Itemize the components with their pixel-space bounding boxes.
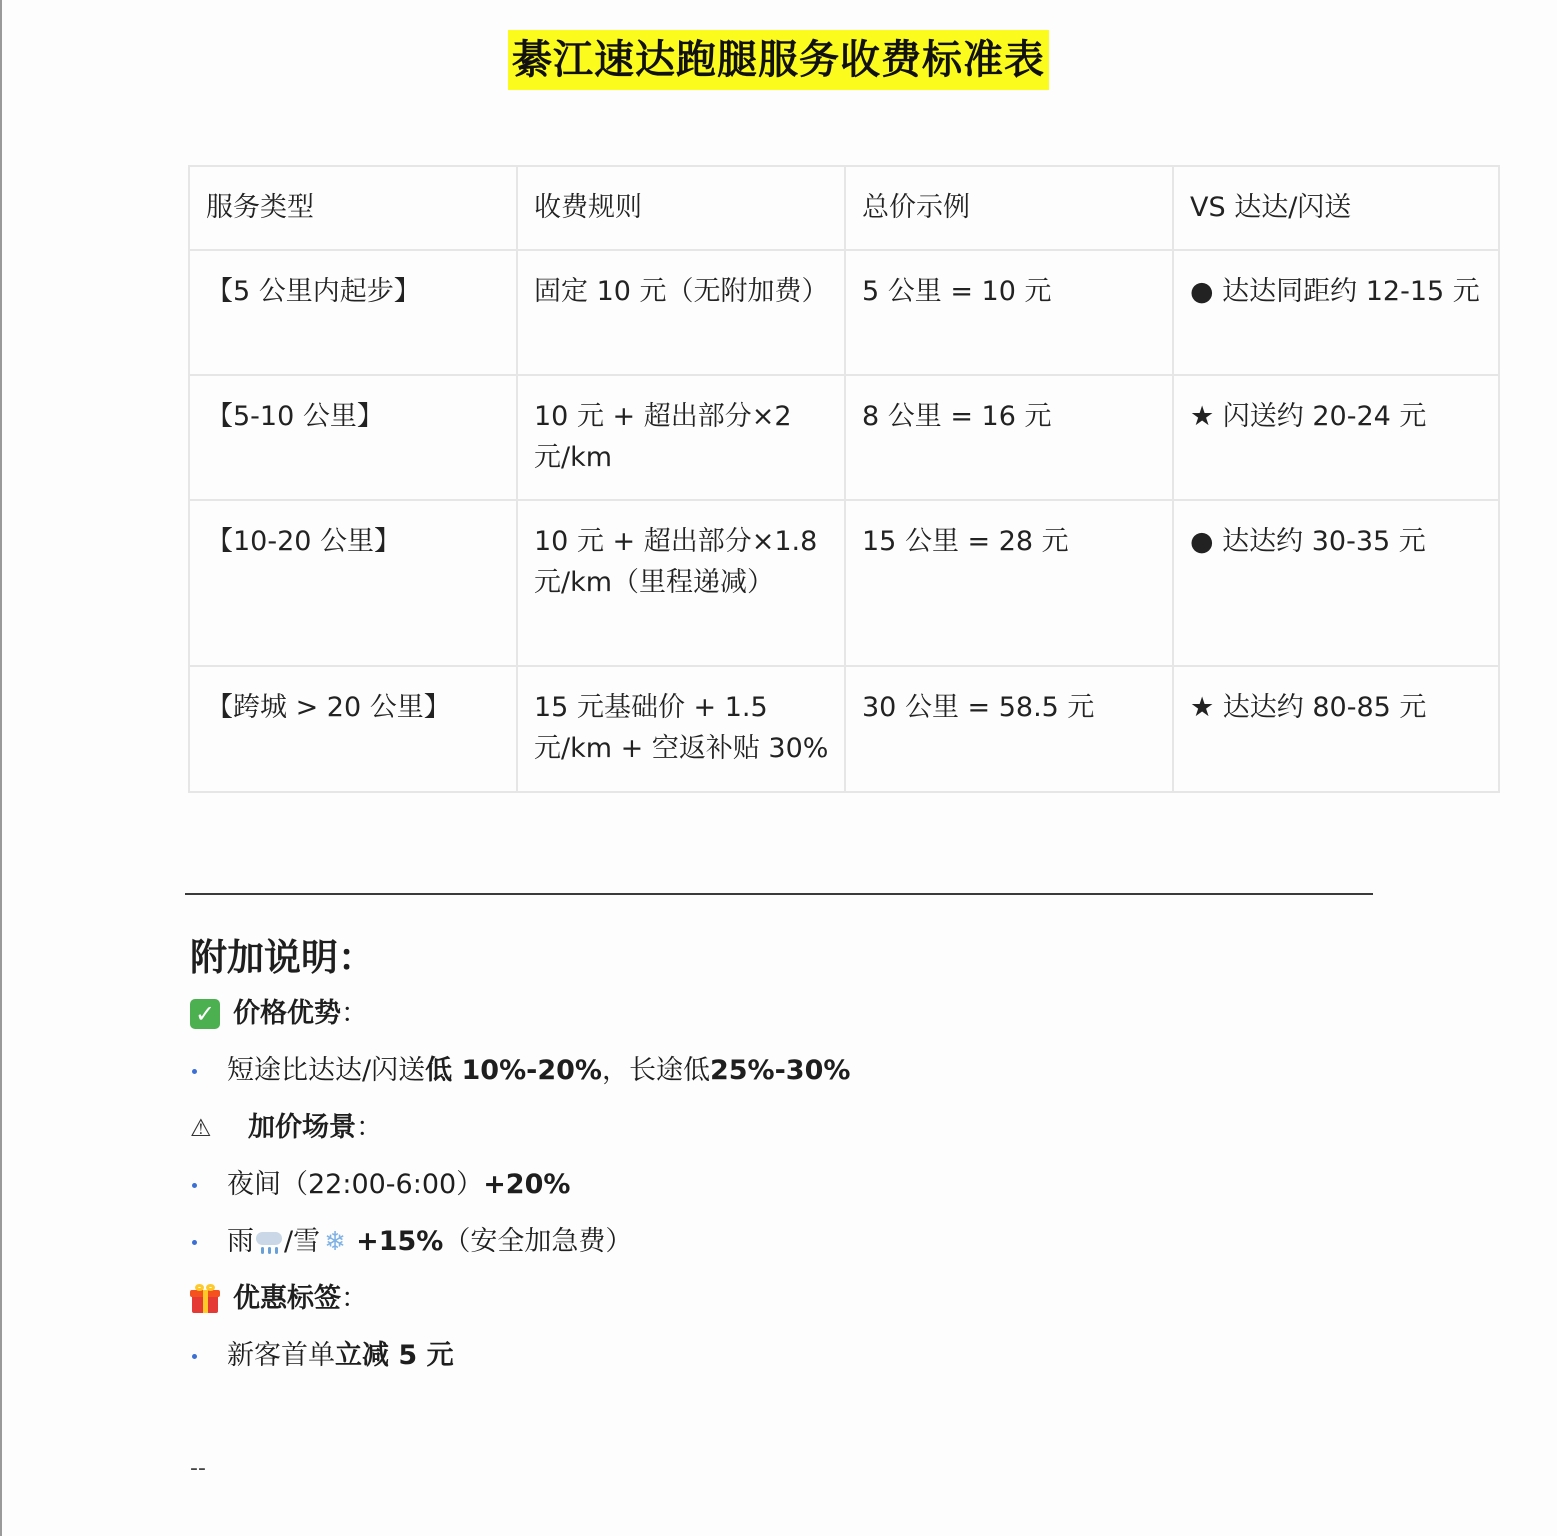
cell-service-type: 【5-10 公里】 bbox=[189, 375, 517, 500]
list-item bbox=[190, 1051, 1290, 1091]
table-header-row bbox=[189, 166, 1499, 250]
list-item bbox=[190, 1336, 1290, 1376]
table-row bbox=[189, 500, 1499, 666]
bullet-icon bbox=[192, 1354, 197, 1359]
surcharge-colon: ： bbox=[356, 1112, 383, 1143]
cell-total-example: 15 公里 = 28 元 bbox=[845, 500, 1173, 666]
night-surcharge-text: 夜间（22:00-6:00） bbox=[227, 1169, 484, 1200]
horizontal-divider bbox=[185, 893, 1373, 895]
snowflake-icon: ❄ bbox=[324, 1227, 346, 1257]
cell-compare: ● 达达约 30-35 元 bbox=[1173, 500, 1499, 666]
list-item bbox=[190, 1165, 1290, 1205]
price-advantage-text-b: 低 10%-20% bbox=[425, 1055, 602, 1086]
price-advantage-text-d: 25%-30% bbox=[709, 1055, 851, 1086]
discount-heading bbox=[190, 1279, 1290, 1319]
discount-label: 优惠标签 bbox=[233, 1283, 341, 1314]
weather-surcharge-note: （安全加急费） bbox=[443, 1226, 633, 1257]
notes-section bbox=[190, 930, 1290, 1393]
notes-heading: 附加说明： bbox=[190, 936, 375, 979]
title-container bbox=[0, 30, 1557, 90]
warning-icon: ⚠ bbox=[190, 1114, 212, 1142]
night-surcharge-rate: +20% bbox=[483, 1169, 571, 1200]
gift-icon bbox=[190, 1284, 220, 1314]
header-total-example: 总价示例 bbox=[845, 166, 1173, 250]
footer-dash: -- bbox=[190, 1456, 206, 1481]
surcharge-label: 加价场景 bbox=[248, 1112, 356, 1143]
list-item bbox=[190, 1222, 1290, 1262]
snow-text: /雪 bbox=[284, 1226, 321, 1257]
price-advantage-text-c: ，长途低 bbox=[601, 1055, 710, 1086]
discount-amount: 立减 5 元 bbox=[335, 1340, 454, 1371]
table-row bbox=[189, 375, 1499, 500]
discount-text: 新客首单 bbox=[227, 1340, 335, 1371]
cell-service-type: 【10-20 公里】 bbox=[189, 500, 517, 666]
cell-fee-rule: 固定 10 元（无附加费） bbox=[517, 250, 845, 375]
cell-compare: ★ 闪送约 20-24 元 bbox=[1173, 375, 1499, 500]
table-row bbox=[189, 250, 1499, 375]
cell-compare: ★ 达达约 80-85 元 bbox=[1173, 666, 1499, 792]
cell-service-type: 【5 公里内起步】 bbox=[189, 250, 517, 375]
surcharge-heading bbox=[190, 1108, 1290, 1148]
cell-total-example: 30 公里 = 58.5 元 bbox=[845, 666, 1173, 792]
header-service-type: 服务类型 bbox=[189, 166, 517, 250]
fee-table bbox=[188, 165, 1500, 793]
rain-text: 雨 bbox=[227, 1226, 254, 1257]
table-row bbox=[189, 666, 1499, 792]
cell-compare: ● 达达同距约 12-15 元 bbox=[1173, 250, 1499, 375]
price-advantage-text-a: 短途比达达/闪送 bbox=[227, 1055, 426, 1086]
bullet-icon bbox=[192, 1183, 197, 1188]
price-advantage-label: 价格优势 bbox=[233, 998, 341, 1029]
discount-colon: ： bbox=[341, 1283, 368, 1314]
cell-fee-rule: 10 元 + 超出部分×2 元/km bbox=[517, 375, 845, 500]
cell-total-example: 5 公里 = 10 元 bbox=[845, 250, 1173, 375]
page-title: 綦江速达跑腿服务收费标准表 bbox=[508, 30, 1049, 90]
bullet-icon bbox=[192, 1069, 197, 1074]
price-advantage-colon: ： bbox=[341, 998, 368, 1029]
bullet-icon bbox=[192, 1240, 197, 1245]
cell-service-type: 【跨城 > 20 公里】 bbox=[189, 666, 517, 792]
cell-fee-rule: 15 元基础价 + 1.5 元/km + 空返补贴 30% bbox=[517, 666, 845, 792]
cell-fee-rule: 10 元 + 超出部分×1.8 元/km（里程递减） bbox=[517, 500, 845, 666]
header-compare: VS 达达/闪送 bbox=[1173, 166, 1499, 250]
weather-surcharge-rate: +15% bbox=[356, 1226, 444, 1257]
price-advantage-heading bbox=[190, 994, 1290, 1034]
header-fee-rule: 收费规则 bbox=[517, 166, 845, 250]
check-mark-icon: ✓ bbox=[190, 999, 220, 1029]
cell-total-example: 8 公里 = 16 元 bbox=[845, 375, 1173, 500]
rain-cloud-icon bbox=[254, 1228, 284, 1256]
